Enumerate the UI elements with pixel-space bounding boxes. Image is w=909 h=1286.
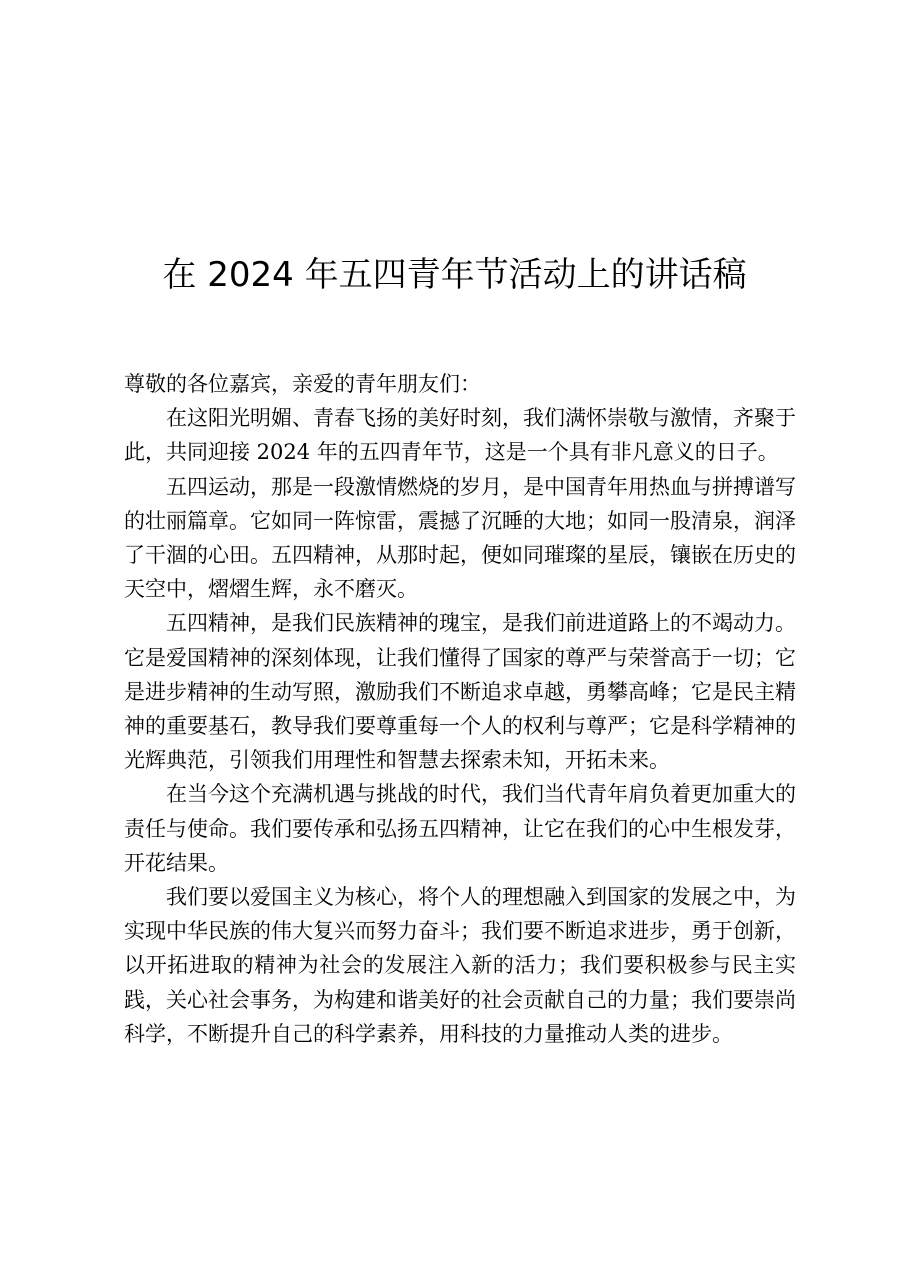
document-body [124, 367, 796, 1051]
paragraph-4: 在当今这个充满机遇与挑战的时代，我们当代青年肩负着更加重大的责任与使命。我们要传承和弘扬五四精神，让它在我们的心中生根发芽，开花结果。 [124, 782, 796, 875]
salutation: 尊敬的各位嘉宾，亲爱的青年朋友们： [124, 372, 481, 396]
paragraph-5: 我们要以爱国主义为核心，将个人的理想融入到国家的发展之中，为实现中华民族的伟大复兴而努力奋斗；我们要不断追求进步，勇于创新，以开拓进取的精神为社会的发展注入新的活力；我们要积极参与民主实践，关心社会事务，为构建和谐美好的社会贡献自己的力量；我们要崇尚科学，不断提升自己的科学素养，用科技的力量推动人类的进步。 [124, 885, 796, 1046]
document-title: 在 2024 年五四青年节活动上的讲话稿 [162, 255, 747, 295]
paragraph-1: 在这阳光明媚、青春飞扬的美好时刻，我们满怀崇敬与激情，齐聚于此，共同迎接 2024 年的五四青年节，这是一个具有非凡意义的日子。 [124, 406, 796, 465]
paragraph-3: 五四精神，是我们民族精神的瑰宝，是我们前进道路上的不竭动力。它是爱国精神的深刻体现，让我们懂得了国家的尊严与荣誉高于一切；它是进步精神的生动写照，激励我们不断追求卓越，勇攀高峰；它是民主精神的重要基石，教导我们要尊重每一个人的权利与尊严；它是科学精神的光辉典范，引领我们用理性和智慧去探索未知，开拓未来。 [124, 611, 796, 773]
paragraph-2: 五四运动，那是一段激情燃烧的岁月，是中国青年用热血与拼搏谱写的壮丽篇章。它如同一阵惊雷，震撼了沉睡的大地；如同一股清泉，润泽了干涸的心田。五四精神，从那时起，便如同璀璨的星辰，镶嵌在历史的天空中，熠熠生辉，永不磨灭。 [124, 474, 796, 602]
